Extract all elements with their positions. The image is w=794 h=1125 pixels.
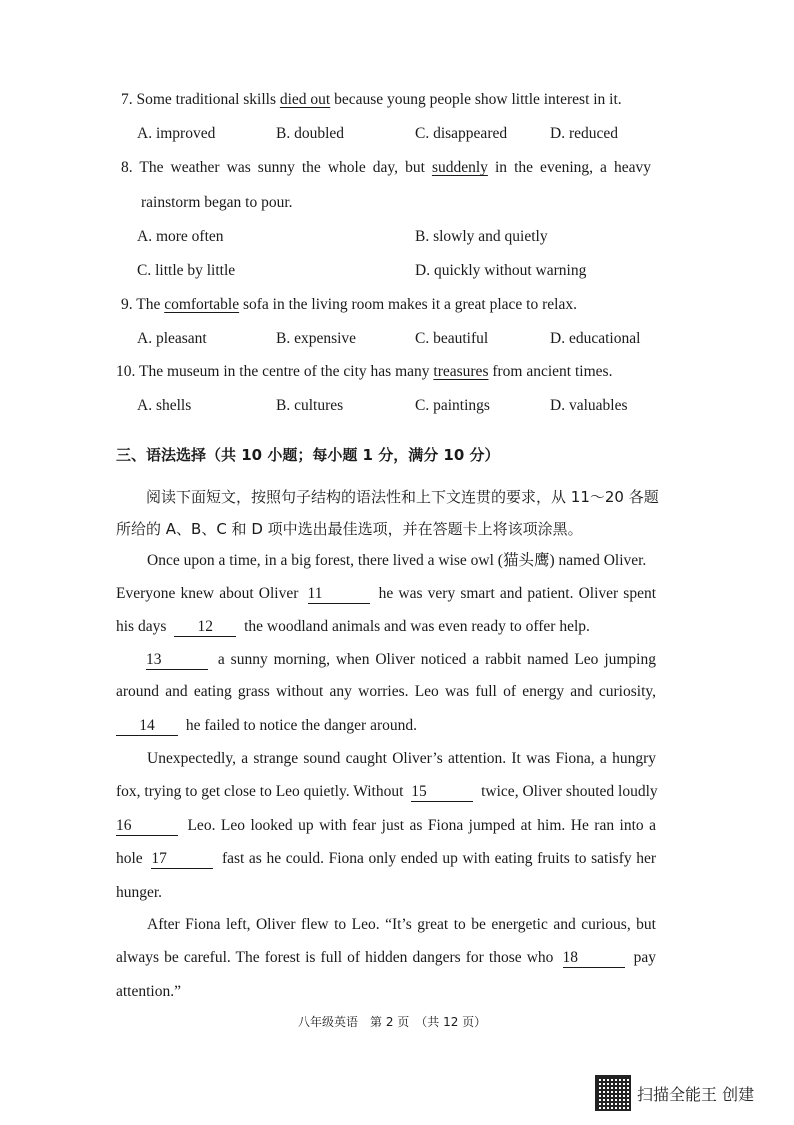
passage-p1-line1: Once upon a time, in a big forest, there lived a wise owl (猫头鹰) named Oliver.: [147, 552, 647, 569]
passage-p2-line1: 13 a sunny morning, when Oliver noticed a rabbit named Leo jumping: [146, 651, 656, 668]
question-10: 10. The museum in the centre of the city has many treasures from ancient times.: [116, 363, 613, 380]
section-3-instructions-line1: 阅读下面短文，按照句子结构的语法性和上下文连贯的要求，从 11～20 各题: [146, 488, 659, 506]
blank-17: 17: [151, 850, 213, 869]
watermark-text: 扫描全能王 创建: [637, 1084, 755, 1104]
section-3-instructions-line2: 所给的 A、B、C 和 D 项中选出最佳选项，并在答题卡上将该项涂黑。: [116, 520, 583, 538]
blank-15: 15: [411, 783, 473, 802]
blank-18: 18: [563, 949, 625, 968]
option-10d: D. valuables: [550, 397, 628, 414]
passage-p3-line4: hole 17 fast as he could. Fiona only ended up with eating fruits to satisfy her: [116, 850, 657, 867]
question-9: 9. The comfortable sofa in the living room makes it a great place to relax.: [121, 296, 577, 313]
option-9d: D. educational: [550, 330, 641, 347]
option-8b: B. slowly and quietly: [415, 228, 548, 245]
passage-p3-line1: Unexpectedly, a strange sound caught Oliver’s attention. It was Fiona, a hungry: [147, 750, 656, 767]
option-7b: B. doubled: [276, 125, 345, 142]
option-10a: A. shells: [137, 397, 192, 414]
qr-code-icon: [595, 1075, 631, 1111]
blank-11: 11: [308, 585, 370, 604]
underlined-word: comfortable: [164, 296, 240, 313]
passage-p4-line2: always be careful. The forest is full of hidden dangers for those who 18 pay: [116, 949, 656, 966]
option-7d: D. reduced: [550, 125, 618, 142]
underlined-word: treasures: [433, 363, 489, 380]
blank-12: 12: [174, 618, 236, 637]
option-8a: A. more often: [137, 228, 224, 245]
passage-p4-line1: After Fiona left, Oliver flew to Leo. “It’s great to be energetic and curious, but: [147, 916, 656, 933]
page-footer: 八年级英语 第 2 页 （共 12 页）: [298, 1015, 487, 1029]
scanner-watermark: [595, 1075, 754, 1111]
blank-16: 16: [116, 817, 178, 836]
option-10b: B. cultures: [276, 397, 344, 414]
blank-13: 13: [146, 651, 208, 670]
option-7c: C. disappeared: [415, 125, 508, 142]
question-8-line2: rainstorm began to pour.: [141, 194, 293, 211]
blank-14: 14: [116, 717, 178, 736]
option-9b: B. expensive: [276, 330, 357, 347]
question-7: 7. Some traditional skills died out because young people show little interest in it.: [121, 91, 622, 108]
passage-p2-line3: 14 he failed to notice the danger around.: [116, 716, 417, 736]
passage-p3-line2: fox, trying to get close to Leo quietly. Without 15 twice, Oliver shouted loudly: [116, 783, 658, 800]
option-8d: D. quickly without warning: [415, 262, 587, 279]
option-10c: C. paintings: [415, 397, 490, 414]
section-3-heading: 三、语法选择（共 10 小题；每小题 1 分，满分 10 分）: [116, 446, 500, 464]
underlined-word: suddenly: [431, 159, 488, 176]
option-9c: C. beautiful: [415, 330, 489, 347]
option-8c: C. little by little: [137, 262, 236, 279]
option-7a: A. improved: [137, 125, 216, 142]
passage-p2-line2: around and eating grass without any worries. Leo was full of energy and curiosity,: [116, 683, 656, 700]
option-9a: A. pleasant: [137, 330, 207, 347]
passage-p3-line3: 16 Leo. Leo looked up with fear just as Fiona jumped at him. He ran into a: [116, 817, 657, 834]
underlined-word: died out: [279, 91, 331, 108]
passage-p1-line2: Everyone knew about Oliver 11 he was very smart and patient. Oliver spent: [116, 585, 657, 602]
passage-p1-line3: his days 12 the woodland animals and was even ready to offer help.: [116, 618, 590, 635]
question-8: 8. The weather was sunny the whole day, but suddenly in the evening, a heavy: [121, 159, 651, 176]
passage-p3-line5: hunger.: [116, 884, 163, 901]
passage-p4-line3: attention.”: [116, 983, 181, 1000]
